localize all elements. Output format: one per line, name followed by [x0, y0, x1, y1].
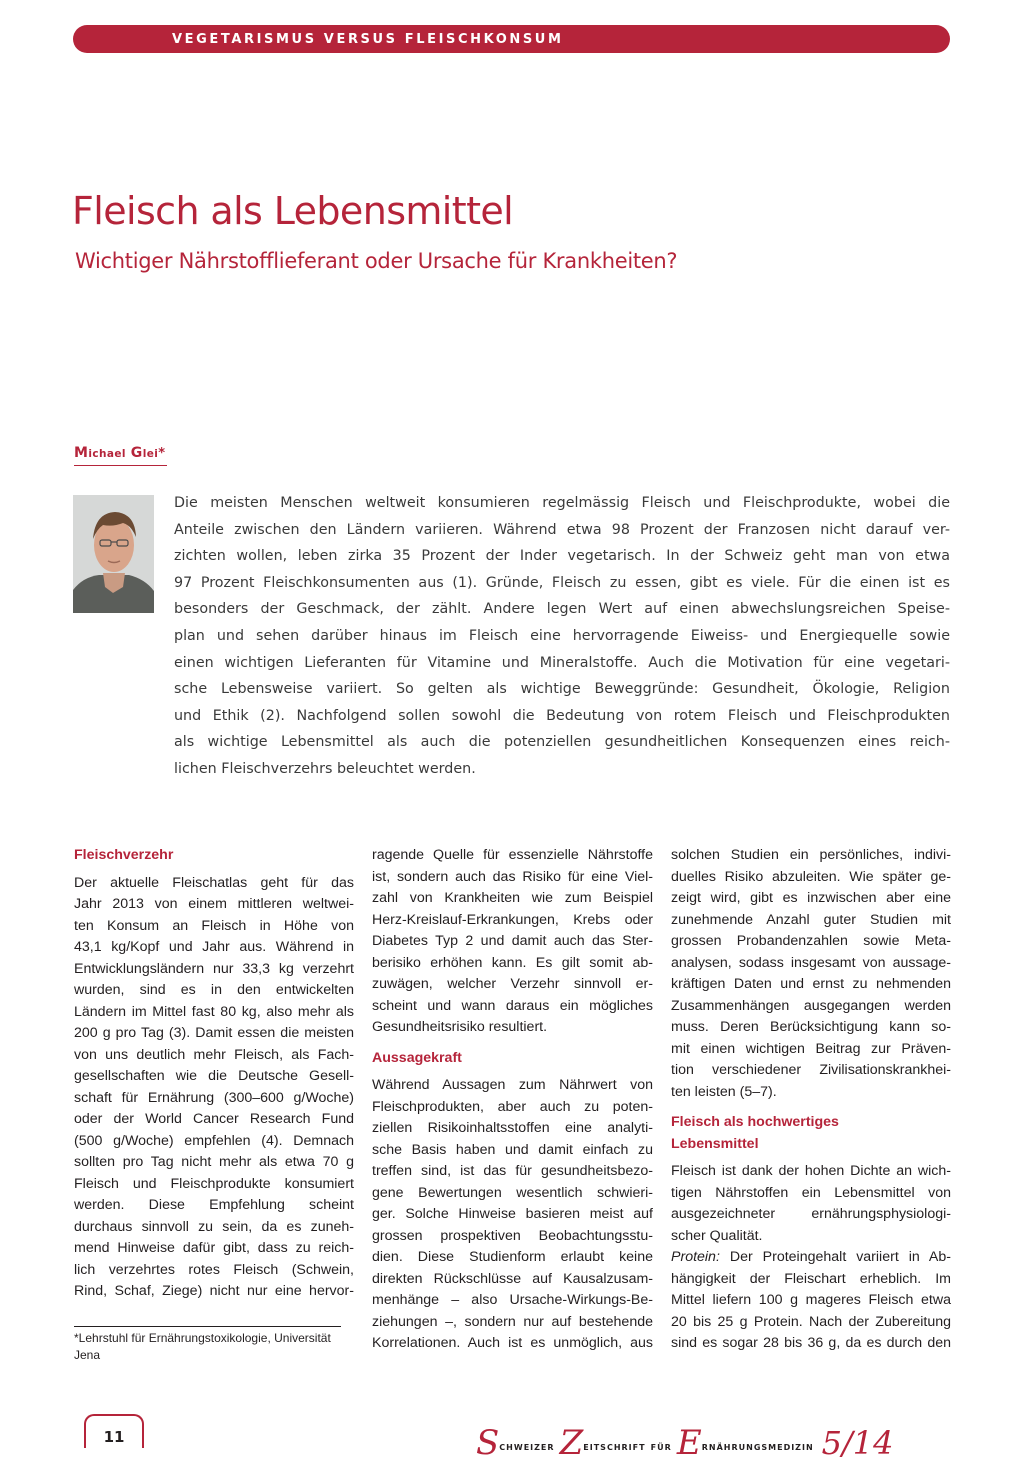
text-line: 200 g pro Tag (3). Damit essen die meisten [74, 1025, 354, 1041]
text-line: zuwägen, welcher Verzehr sinnvoll er- [372, 976, 653, 992]
author-first-initial: M [74, 445, 89, 461]
section-heading-aussagekraft: Aussagekraft [372, 1049, 462, 1066]
journal-letter-e: E [676, 1423, 702, 1463]
col1-lines [74, 873, 354, 1303]
journal-logo [476, 1424, 894, 1464]
text-line: hängigkeit der Fleischart erheblich. Im [671, 1270, 951, 1287]
text-line: Herz-Kreislauf-Erkrankungen, Krebs oder [372, 911, 653, 928]
text-line: sche Basis haben und damit einfach zu [372, 1141, 653, 1158]
abstract-line: lichen Fleischverzehrs beleuchtet werden. [174, 760, 476, 777]
text-line: lich verzehrtes rotes Fleisch (Schwein, [74, 1261, 354, 1278]
page-number-box [84, 1414, 144, 1448]
column-2 [372, 845, 653, 1355]
col3-lines-c [671, 1269, 951, 1355]
section-heading-fleisch-hochwertig-2: Lebensmittel [671, 1135, 759, 1152]
footnote-line-1: *Lehrstuhl für Ernährungstoxikologie, Universität [74, 1331, 331, 1345]
text-line: Gesundheitsrisiko resultiert. [372, 1019, 548, 1035]
col2-lines-a [372, 845, 653, 1039]
protein-line [671, 1247, 951, 1269]
journal-letter-z: Z [559, 1423, 584, 1463]
text-line: ten Konsum an Fleisch in Höhe von [74, 917, 354, 934]
footnote-divider [74, 1326, 341, 1327]
text-line: gesellschaften wie die Deutsche Gesell- [74, 1068, 354, 1084]
text-line: Jahr 2013 von einem mittleren weltwei- [74, 896, 354, 912]
abstract-line: zichten wollen, leben zirka 35 Prozent der Inder vegetarisch. In der Schweiz geht man von etwa [174, 548, 950, 565]
text-line: Mittel liefern 100 g mageres Fleisch etwa [671, 1292, 951, 1308]
text-line: 43,1 kg/Kopf und Jahr aus. Während in [74, 939, 354, 955]
abstract-line: sche Lebensweise variiert. So gelten als wichtige Beweggründe: Gesundheit, Ökologie, Religion [174, 681, 950, 698]
text-line: ragende Quelle für essenzielle Nährstoffe [372, 847, 653, 863]
text-line: zeigt wird, gibt es inzwischen aber eine [671, 890, 951, 906]
text-line: dien. Diese Studienform erlaubt keine [372, 1249, 653, 1265]
text-line: 20 bis 25 g Protein. Nach der Zubereitung [671, 1313, 951, 1330]
protein-label: Protein: [671, 1249, 720, 1265]
column-1 [74, 845, 354, 1303]
text-line: Entwicklungsländern nur 33,3 kg verzehrt [74, 960, 354, 977]
abstract-line: 97 Prozent Fleischkonsumenten aus (1). Gründe, Fleisch zu essen, gibt es viele. Für die einen ist es [174, 574, 950, 591]
text-line: ziellen Risikoinhaltsstoffen eine analyti- [372, 1120, 653, 1136]
journal-issue: 5/14 [821, 1424, 894, 1462]
abstract-line: Die meisten Menschen weltweit konsumieren regelmässig Fleisch und Fleischprodukte, wobei die [174, 495, 950, 511]
text-line: menhänge – also Ursache-Wirkungs-Be- [372, 1292, 653, 1308]
col3-lines-b [671, 1161, 951, 1247]
text-line: Zusammenhängen ausgegangen werden [671, 997, 951, 1014]
col3-lines-a [671, 845, 951, 1103]
article-title: Fleisch als Lebensmittel [72, 189, 514, 233]
text-line: Fleisch ist dank der hohen Dichte an wich- [671, 1163, 951, 1179]
text-line: berisiko erhöhen kann. Es gilt somit ab- [372, 954, 653, 971]
text-line: (500 g/Woche) empfehlen (4). Demnach [74, 1132, 354, 1149]
text-line: duelles Risiko abzuleiten. Wie später ge- [671, 868, 951, 885]
abstract-line: plan und sehen darüber hinaus im Fleisch eine hervorragende Eiweiss- und Energiequelle sowie [174, 627, 950, 644]
text-line: Rind, Schaf, Ziege) nicht nur eine hervor- [74, 1283, 354, 1299]
text-line: direkten Rückschlüsse auf Kausalzusam- [372, 1270, 653, 1287]
text-line: ger. Solche Hinweise basieren meist auf [372, 1206, 653, 1222]
section-banner [73, 25, 950, 53]
abstract-line: und Ethik (2). Nachfolgend sollen sowohl die Bedeutung von rotem Fleisch und Fleischprodukten [174, 707, 950, 724]
abstract-line: als wichtige Lebensmittel als auch die potenziellen gesundheitlichen Konsequenzen eines reich- [174, 734, 950, 751]
journal-word-3: RNÄHRUNGSMEDIZIN [701, 1443, 814, 1452]
col2-lines-b [372, 1075, 653, 1355]
text-line: analysen, sodass insgesamt von aussage- [671, 954, 951, 971]
text-line: tigen Nährstoffen ein Lebensmittel von [671, 1184, 951, 1201]
page-number: 11 [103, 1428, 125, 1446]
text-line: schaft für Ernährung (300–600 g/Woche) [74, 1089, 354, 1106]
article-subtitle: Wichtiger Nährstofflieferant oder Ursache für Krankheiten? [75, 249, 678, 273]
text-line: mit einen wichtigen Beitrag zur Präven- [671, 1040, 951, 1057]
author-photo [73, 495, 154, 613]
section-banner-label: VEGETARISMUS VERSUS FLEISCHKONSUM [172, 32, 564, 47]
abstract-line: Anteile zwischen den Ländern variieren. Während etwa 98 Prozent der Franzosen nicht darauf ver- [174, 521, 950, 538]
text-line: ausgezeichneter ernährungsphysiologi- [671, 1206, 951, 1222]
text-line: Ländern im Mittel fast 80 kg, also mehr als [74, 1003, 354, 1020]
author-last-rest: lei [142, 448, 159, 460]
text-line: zunehmende Anzahl guter Studien mit [671, 911, 951, 928]
text-line: von uns deutlich mehr Fleisch, als Fach- [74, 1046, 354, 1063]
author-last-initial: G [130, 445, 143, 461]
section-heading-fleischverzehr: Fleischverzehr [74, 847, 174, 863]
journal-word-2: EITSCHRIFT [583, 1443, 646, 1452]
text-line: grossen Probandenzahlen sowie Meta- [671, 933, 951, 949]
text-line: treffen sind, ist das für gesundheitsbezo- [372, 1163, 653, 1179]
text-line: ten leisten (5–7). [671, 1083, 777, 1100]
text-line: Der aktuelle Fleischatlas geht für das [74, 874, 354, 891]
abstract-line: besonders der Geschmack, der zählt. Andere legen Wert auf einen abwechslungsreichen Speise- [174, 601, 950, 618]
text-line: ist, sondern auch das Risiko für eine Viel- [372, 868, 653, 885]
text-line: muss. Deren Berücksichtigung kann so- [671, 1019, 951, 1035]
column-3 [671, 845, 951, 1355]
text-line: Fleischprodukten, aber auch zu poten- [372, 1098, 653, 1115]
author-byline [74, 445, 167, 466]
abstract-line: einen wichtigen Lieferanten für Vitamine und Mineralstoffe. Auch die Motivation für eine vegetari- [174, 654, 950, 671]
text-line: kräftigen Daten und ernst zu nehmenden [671, 976, 951, 992]
journal-letter-s: S [476, 1423, 500, 1463]
text-line: gene Bewertungen wesentlich schwieri- [372, 1184, 653, 1201]
text-line: Fleisch und Fleischprodukte konsumiert [74, 1175, 354, 1192]
text-line: werden. Diese Empfehlung scheint [74, 1197, 354, 1213]
text-line: solchen Studien ein persönliches, indivi- [671, 847, 951, 863]
text-line: wurden, sind es in den entwickelten [74, 982, 354, 998]
text-line: tion verschiedener Zivilisationskrankhei- [671, 1062, 951, 1078]
section-heading-fleisch-hochwertig-1: Fleisch als hochwertiges [671, 1114, 839, 1130]
footnote-line-2: Jena [74, 1348, 101, 1362]
journal-word-fuer: FÜR [650, 1443, 672, 1452]
journal-word-1: CHWEIZER [499, 1443, 555, 1452]
author-first-rest: ichael [88, 448, 126, 460]
author-marker: * [158, 446, 166, 461]
text-line: sind es sogar 28 bis 36 g, da es durch den [671, 1335, 951, 1351]
author-photo-image [73, 495, 154, 613]
text-line: mend Hinweise dafür gibt, dass zu reich- [74, 1240, 354, 1256]
text-line: Korrelationen. Auch ist es unmöglich, aus [372, 1335, 653, 1351]
text-line: zahl von Krankheiten wie zum Beispiel [372, 890, 653, 906]
text-line: Diabetes Typ 2 und damit auch das Ster- [372, 933, 653, 949]
text-line: durchaus sinnvoll zu sein, da es zuneh- [74, 1218, 354, 1235]
text-line: sollten pro Tag nicht mehr als etwa 70 g [74, 1154, 354, 1170]
abstract [174, 490, 950, 783]
text-line: Während Aussagen zum Nährwert von [372, 1077, 653, 1093]
text-line: grossen prospektiven Beobachtungsstu- [372, 1227, 653, 1244]
text-line: oder der World Cancer Research Fund [74, 1111, 354, 1127]
text-line: ziehungen –, sondern nur auf bestehende [372, 1313, 653, 1330]
text-line: scher Qualität. [671, 1227, 763, 1244]
footnote [74, 1330, 354, 1364]
text-line: scheint und wann daraus ein mögliches [372, 997, 653, 1014]
protein-text: Der Proteingehalt variiert in Ab- [719, 1249, 951, 1265]
